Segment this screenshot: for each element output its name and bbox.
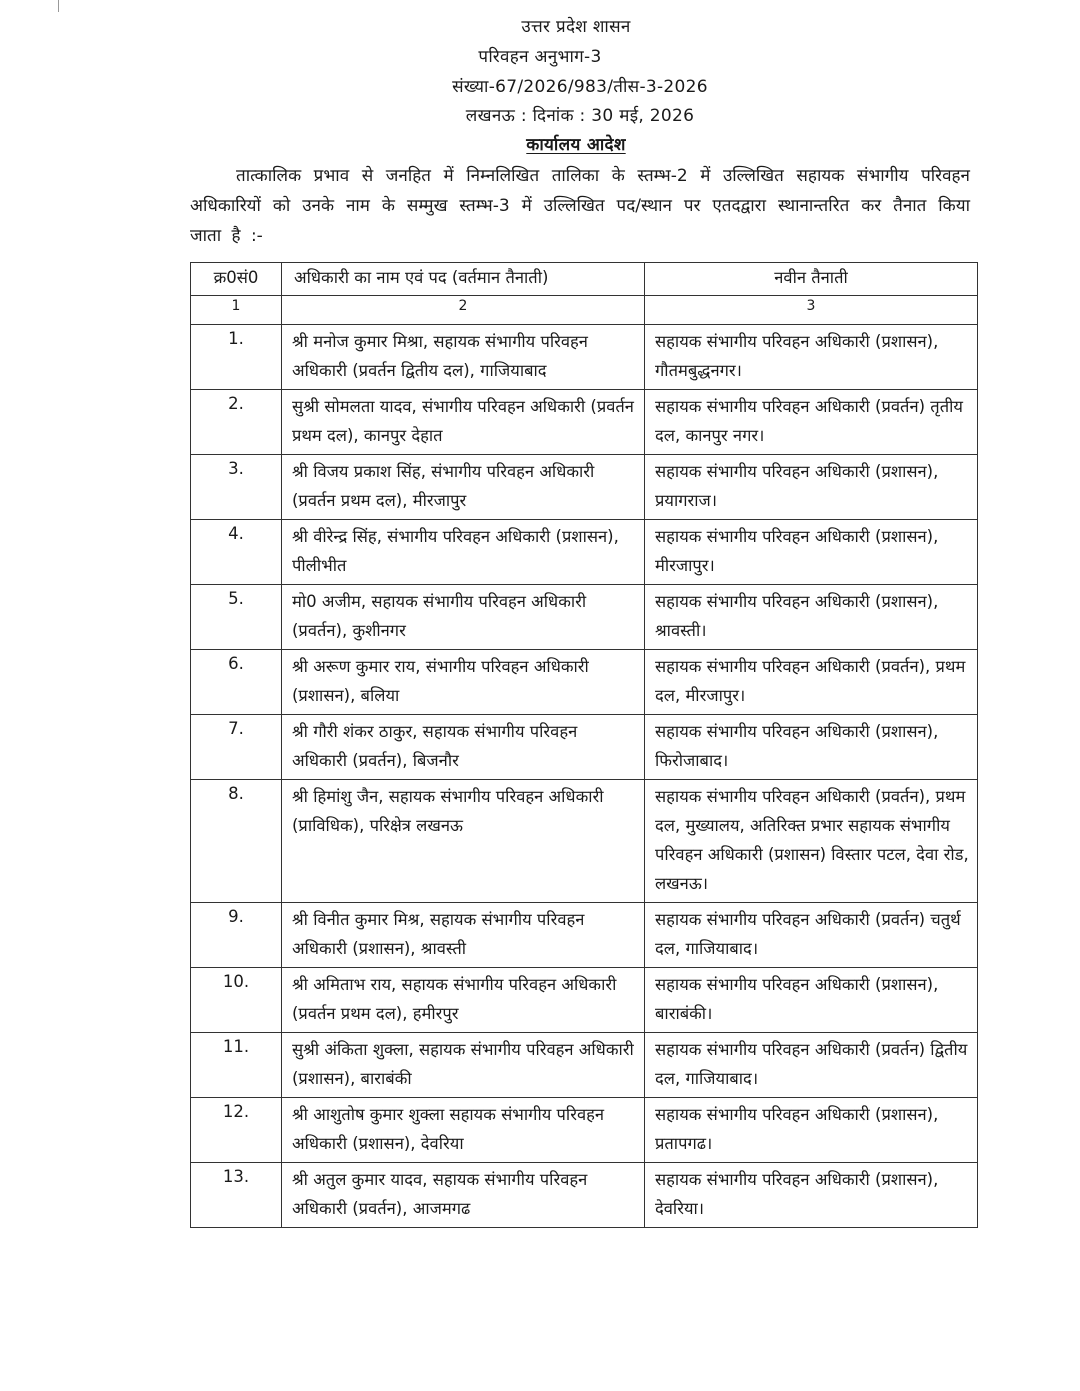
serial-number: 6. xyxy=(191,650,282,715)
new-posting-cell: सहायक संभागीय परिवहन अधिकारी (प्रशासन), श्रावस्ती। xyxy=(645,585,978,650)
scan-mark xyxy=(58,0,59,12)
officer-cell: श्री विनीत कुमार मिश्र, सहायक संभागीय परिवहन अधिकारी (प्रशासन), श्रावस्ती xyxy=(282,903,645,968)
new-posting-cell: सहायक संभागीय परिवहन अधिकारी (प्रशासन), देवरिया। xyxy=(645,1163,978,1228)
officer-cell: श्री मनोज कुमार मिश्रा, सहायक संभागीय परिवहन अधिकारी (प्रवर्तन द्वितीय दल), गाजियाबाद xyxy=(282,325,645,390)
serial-number: 1. xyxy=(191,325,282,390)
table-row xyxy=(191,1033,978,1098)
new-posting-cell: सहायक संभागीय परिवहन अधिकारी (प्रशासन), फिरोजाबाद। xyxy=(645,715,978,780)
new-posting-cell: सहायक संभागीय परिवहन अधिकारी (प्रवर्तन) तृतीय दल, कानपुर नगर। xyxy=(645,390,978,455)
column-number: 2 xyxy=(282,296,645,325)
serial-number: 11. xyxy=(191,1033,282,1098)
officer-cell: सुश्री अंकिता शुक्ला, सहायक संभागीय परिवहन अधिकारी (प्रशासन), बाराबंकी xyxy=(282,1033,645,1098)
officer-cell: सुश्री सोमलता यादव, संभागीय परिवहन अधिकारी (प्रवर्तन प्रथम दल), कानपुर देहात xyxy=(282,390,645,455)
column-number-row xyxy=(191,296,978,325)
table-row xyxy=(191,455,978,520)
serial-number: 9. xyxy=(191,903,282,968)
column-number: 1 xyxy=(191,296,282,325)
officer-cell: श्री वीरेन्द्र सिंह, संभागीय परिवहन अधिकारी (प्रशासन), पीलीभीत xyxy=(282,520,645,585)
table-row xyxy=(191,968,978,1033)
officer-cell: श्री हिमांशु जैन, सहायक संभागीय परिवहन अधिकारी (प्राविधिक), परिक्षेत्र लखनऊ xyxy=(282,780,645,903)
table-row xyxy=(191,390,978,455)
new-posting-cell: सहायक संभागीय परिवहन अधिकारी (प्रवर्तन) चतुर्थ दल, गाजियाबाद। xyxy=(645,903,978,968)
header-new-posting: नवीन तैनाती xyxy=(645,263,978,296)
reference-number: संख्या-67/2026/983/तीस-3-2026 xyxy=(452,77,708,97)
table-row xyxy=(191,1098,978,1163)
new-posting-cell: सहायक संभागीय परिवहन अधिकारी (प्रशासन), प्रतापगढ। xyxy=(645,1098,978,1163)
column-number: 3 xyxy=(645,296,978,325)
officer-cell: मो0 अजीम, सहायक संभागीय परिवहन अधिकारी (प्रवर्तन), कुशीनगर xyxy=(282,585,645,650)
new-posting-cell: सहायक संभागीय परिवहन अधिकारी (प्रशासन), गौतमबुद्धनगर। xyxy=(645,325,978,390)
officer-cell: श्री अतुल कुमार यादव, सहायक संभागीय परिवहन अधिकारी (प्रवर्तन), आजमगढ xyxy=(282,1163,645,1228)
table-row xyxy=(191,325,978,390)
table-body xyxy=(191,325,978,1228)
officer-cell: श्री अमिताभ राय, सहायक संभागीय परिवहन अधिकारी (प्रवर्तन प्रथम दल), हमीरपुर xyxy=(282,968,645,1033)
serial-number: 8. xyxy=(191,780,282,903)
officer-cell: श्री आशुतोष कुमार शुक्ला सहायक संभागीय परिवहन अधिकारी (प्रशासन), देवरिया xyxy=(282,1098,645,1163)
serial-number: 10. xyxy=(191,968,282,1033)
new-posting-cell: सहायक संभागीय परिवहन अधिकारी (प्रवर्तन), प्रथम दल, मीरजापुर। xyxy=(645,650,978,715)
serial-number: 3. xyxy=(191,455,282,520)
officer-cell: श्री अरूण कुमार राय, संभागीय परिवहन अधिकारी (प्रशासन), बलिया xyxy=(282,650,645,715)
new-posting-cell: सहायक संभागीय परिवहन अधिकारी (प्रशासन), मीरजापुर। xyxy=(645,520,978,585)
table-row xyxy=(191,650,978,715)
officer-cell: श्री गौरी शंकर ठाकुर, सहायक संभागीय परिवहन अधिकारी (प्रवर्तन), बिजनौर xyxy=(282,715,645,780)
table-header-row xyxy=(191,263,978,296)
header-officer: अधिकारी का नाम एवं पद (वर्तमान तैनाती) xyxy=(282,263,645,296)
department-name: परिवहन अनुभाग-3 xyxy=(478,47,602,67)
header-serial: क्र0सं0 xyxy=(191,263,282,296)
serial-number: 5. xyxy=(191,585,282,650)
table-row xyxy=(191,780,978,903)
serial-number: 12. xyxy=(191,1098,282,1163)
serial-number: 2. xyxy=(191,390,282,455)
table-row xyxy=(191,520,978,585)
intro-paragraph: तात्कालिक प्रभाव से जनहित में निम्नलिखित तालिका के स्तम्भ-2 में उल्लिखित सहायक संभागीय परिवहन अधिकारियों को उनके नाम के सम्मुख स्तम्भ-3 में उल्लिखित पद/स्थान पर एतदद्वारा स्थानान्तरित कर तैनात किया जाता है :- xyxy=(190,166,970,246)
officer-cell: श्री विजय प्रकाश सिंह, संभागीय परिवहन अधिकारी (प्रवर्तन प्रथम दल), मीरजापुर xyxy=(282,455,645,520)
govt-name: उत्तर प्रदेश शासन xyxy=(521,17,631,37)
table-row xyxy=(191,585,978,650)
place-date: लखनऊ : दिनांक : 30 मई, 2026 xyxy=(465,106,695,126)
order-title: कार्यालय आदेश xyxy=(526,135,626,155)
serial-number: 4. xyxy=(191,520,282,585)
serial-number: 13. xyxy=(191,1163,282,1228)
new-posting-cell: सहायक संभागीय परिवहन अधिकारी (प्रवर्तन), प्रथम दल, मुख्यालय, अतिरिक्त प्रभार सहायक संभागीय परिवहन अधिकारी (प्रशासन) विस्तार पटल, देवा रोड, लखनऊ। xyxy=(645,780,978,903)
serial-number: 7. xyxy=(191,715,282,780)
table-row xyxy=(191,715,978,780)
table-row xyxy=(191,903,978,968)
new-posting-cell: सहायक संभागीय परिवहन अधिकारी (प्रवर्तन) द्वितीय दल, गाजियाबाद। xyxy=(645,1033,978,1098)
transfer-table xyxy=(190,262,978,1228)
table-row xyxy=(191,1163,978,1228)
new-posting-cell: सहायक संभागीय परिवहन अधिकारी (प्रशासन), बाराबंकी। xyxy=(645,968,978,1033)
new-posting-cell: सहायक संभागीय परिवहन अधिकारी (प्रशासन), प्रयागराज। xyxy=(645,455,978,520)
